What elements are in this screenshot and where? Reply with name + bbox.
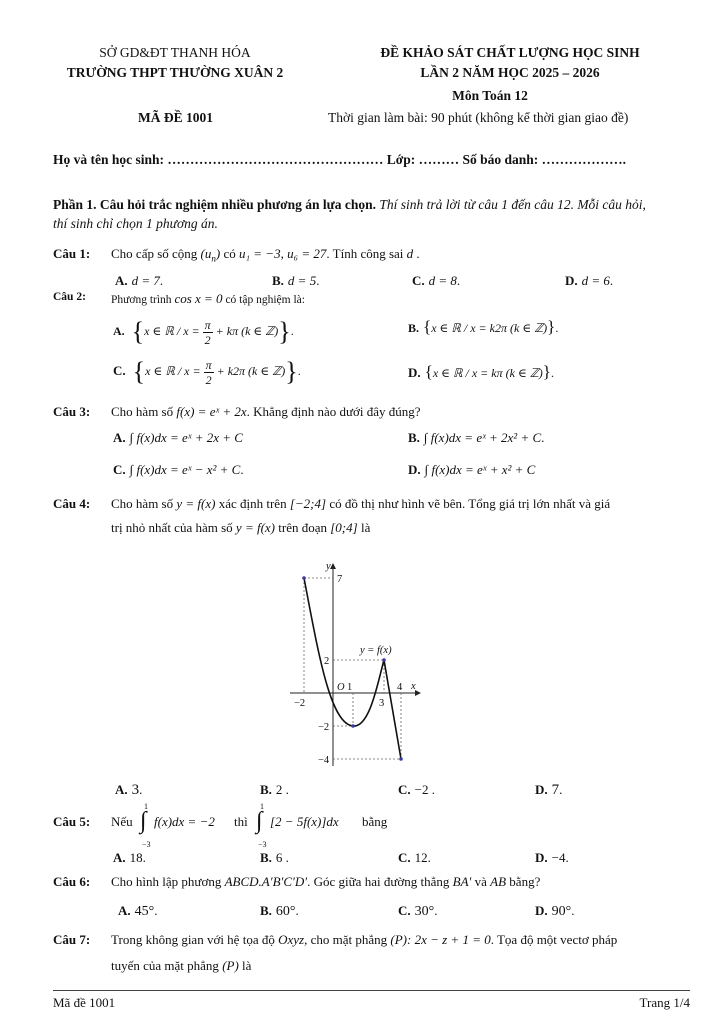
q1-var: d [406, 246, 414, 261]
footer-page-number: Trang 1/4 [639, 995, 690, 1010]
curve-label: y = f(x) [360, 645, 392, 656]
q3-option-b[interactable]: B. ∫ f(x)dx = eˣ + 2x² + C. [408, 430, 545, 445]
q1-option-d[interactable]: D. d = 6. [565, 273, 614, 288]
footer-divider [53, 990, 690, 991]
exam-title: ĐỀ KHẢO SÁT CHẤT LƯỢNG HỌC SINH [380, 45, 640, 60]
x-axis-label: x [411, 681, 416, 692]
q1-label: Câu 1: [53, 246, 91, 261]
q5-option-b[interactable]: B. 6 . [260, 850, 289, 865]
origin-label: O [337, 682, 345, 693]
q1-option-a[interactable]: A. d = 7. [115, 273, 164, 288]
q6-stem: Cho hình lập phương ABCD.A′B′C′D′. Góc giữa hai đường thẳng BA′ và AB bằng? [111, 874, 541, 889]
q2-option-b[interactable]: B. {x ∈ ℝ / x = k2π (k ∈ ℤ)}. [408, 317, 559, 336]
q7-stem-line1: Trong không gian với hệ tọa độ Oxyz, cho mặt phẳng (P): 2x − z + 1 = 0. Tọa độ một vectơ pháp [111, 932, 618, 947]
part1-title: Phần 1. Câu hỏi trắc nghiệm nhiều phương án lựa chọn. [53, 197, 376, 212]
q2-text-b: có tập nghiệm là: [225, 294, 305, 306]
part1-instruction-2: thí sinh chỉ chọn 1 phương án. [53, 216, 218, 231]
q1-option-b[interactable]: B. d = 5. [272, 273, 320, 288]
q3-stem [111, 404, 421, 420]
q1-text-c: . Tính công sai [326, 246, 404, 261]
q2-option-a[interactable]: A. {x ∈ ℝ / x = $\frac{\pi}{2}$ + kπ (k ∈ ℤ)}. [113, 317, 294, 347]
name-label: Họ và tên học sinh: [53, 152, 165, 167]
q2-label: Câu 2: [53, 291, 86, 303]
y-axis-label: y [326, 561, 331, 572]
q5-option-a[interactable]: A. 18. [113, 850, 146, 865]
q5-text-c: bằng [362, 814, 388, 829]
q3-text: Cho hàm số [111, 404, 174, 419]
q4-option-b[interactable]: B. 2 . [260, 782, 289, 797]
tick-x-1: 1 [347, 682, 353, 693]
part1-instruction: Thí sinh trả lời từ câu 1 đến câu 12. Mỗi câu hỏi, [379, 197, 646, 212]
q7-stem-line2: tuyến của mặt phẳng (P) là [111, 958, 252, 973]
tick-y-minus4: −4 [318, 755, 330, 766]
student-info-line [53, 152, 626, 168]
id-dots: ………………. [541, 152, 627, 167]
q7-label: Câu 7: [53, 932, 91, 947]
q1-text-b: có [223, 246, 236, 261]
tick-y-7: 7 [337, 574, 343, 585]
q5-option-d[interactable]: D. −4. [535, 850, 569, 865]
tick-x-minus2: −2 [294, 698, 306, 709]
name-dots: ………………………………………… [167, 152, 384, 167]
q3-option-c[interactable]: C. ∫ f(x)dx = eˣ − x² + C. [113, 462, 244, 477]
footer-exam-code: Mã đề 1001 [53, 995, 116, 1010]
q3-option-a[interactable]: A. ∫ f(x)dx = eˣ + 2x + C [113, 430, 243, 445]
q5-text-a: Nếu [111, 814, 133, 829]
exam-subject: Môn Toán 12 [452, 88, 528, 103]
q5-label: Câu 5: [53, 814, 91, 829]
q3-label: Câu 3: [53, 404, 91, 419]
class-label: Lớp: [386, 152, 416, 167]
exam-time: Thời gian làm bài: 90 phút (không kể thời gian giao đề) [328, 110, 629, 125]
q2-stem [111, 291, 305, 307]
q1-seq: $(u_n)$ [200, 246, 221, 264]
q4-stem-line1: Cho hàm số y = f(x) xác định trên [−2;4] có đồ thị như hình vẽ bên. Tổng giá trị lớn nhất và giá [111, 496, 611, 511]
q2-text: Phương trình [111, 294, 172, 306]
q4-option-c[interactable]: C. −2 . [398, 782, 435, 797]
q4-label: Câu 4: [53, 496, 91, 511]
q3-text-b: . Khẳng định nào dưới đây đúng? [246, 404, 421, 419]
graph-points [302, 576, 403, 761]
q5-text-b: thì [234, 814, 248, 829]
q6-option-d[interactable]: D. 90°. [535, 903, 575, 919]
tick-y-minus2: −2 [318, 722, 330, 733]
id-label: Số báo danh: [462, 152, 539, 167]
school-department: SỞ GD&ĐT THANH HÓA [99, 45, 251, 60]
q4-option-a[interactable]: A. 3. [115, 782, 143, 798]
exam-code: MÃ ĐỀ 1001 [138, 110, 213, 125]
q1-stem: Cho cấp số cộng $(u_n)$ có u₁ = −3, u₆ = 27. Tính công sai d . [111, 246, 420, 264]
tick-y-2: 2 [324, 656, 330, 667]
q6-label: Câu 6: [53, 874, 91, 889]
q1-cond2: u₆ = 27 [287, 246, 327, 261]
q4-stem-line2: trị nhỏ nhất của hàm số y = f(x) trên đoạn [0;4] là [111, 520, 371, 535]
class-dots: ……… [418, 152, 460, 167]
school-name: TRƯỜNG THPT THƯỜNG XUÂN 2 [66, 65, 284, 80]
q2-equation: cos x = 0 [174, 291, 223, 306]
tick-x-4: 4 [397, 682, 403, 693]
q1-text: Cho cấp số cộng [111, 246, 198, 261]
q2-option-d[interactable]: D. {x ∈ ℝ / x = kπ (k ∈ ℤ)}. [408, 362, 554, 381]
q3-option-d[interactable]: D. ∫ f(x)dx = eˣ + x² + C [408, 462, 536, 477]
q2-option-c[interactable]: C. {x ∈ ℝ / x = $\frac{\pi}{2}$ + k2π (k ∈ ℤ)}. [113, 357, 301, 387]
exam-session: LẦN 2 NĂM HỌC 2025 – 2026 [420, 65, 600, 80]
q6-option-b[interactable]: B. 60°. [260, 903, 299, 919]
q6-option-c[interactable]: C. 30°. [398, 903, 438, 919]
q4-function-graph [280, 556, 430, 774]
q5-option-c[interactable]: C. 12. [398, 850, 431, 865]
q6-option-a[interactable]: A. 45°. [118, 903, 158, 919]
part1-heading [53, 197, 646, 213]
q4-option-d[interactable]: D. 7. [535, 782, 563, 798]
q1-cond1: u₁ = −3 [239, 246, 281, 261]
q3-function: f(x) = eˣ + 2x [176, 404, 247, 419]
q1-option-c[interactable]: C. d = 8. [412, 273, 461, 288]
tick-x-3: 3 [379, 698, 385, 709]
